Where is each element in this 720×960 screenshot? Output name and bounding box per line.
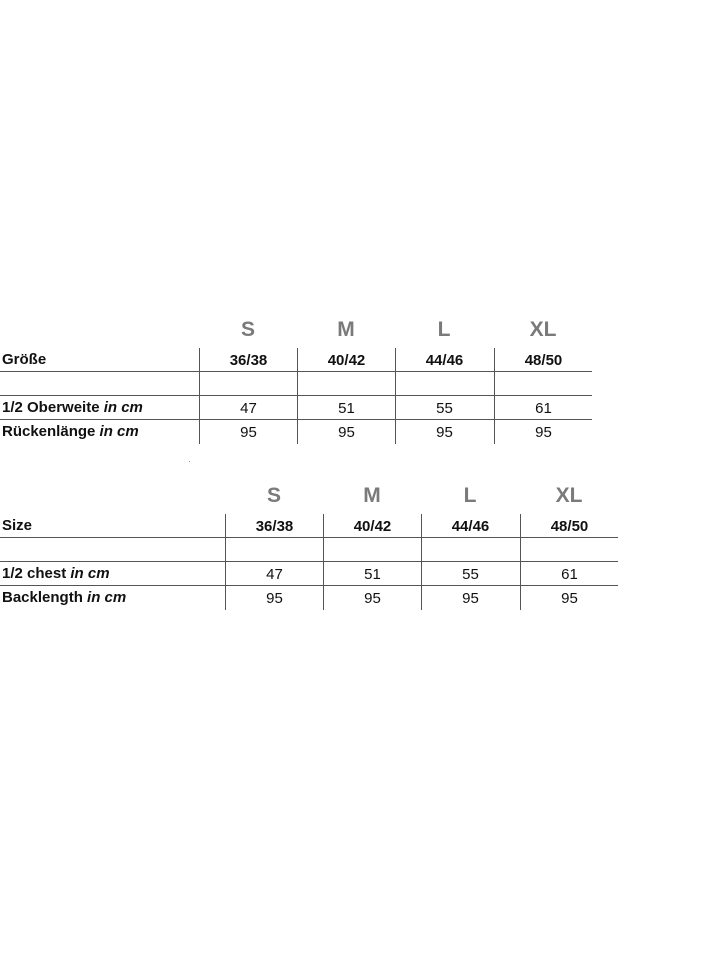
table-cell: 61 — [520, 562, 618, 586]
size-letter: L — [437, 318, 451, 341]
size-number: 40/42 — [323, 514, 421, 538]
table-cell: 55 — [395, 396, 493, 420]
table-cell: 47 — [225, 562, 323, 586]
size-letter: M — [363, 484, 381, 507]
empty-cell — [421, 538, 519, 562]
table-cell: 95 — [520, 586, 618, 610]
table-cell: 55 — [421, 562, 519, 586]
table-cell: 95 — [494, 420, 592, 444]
size-number: 48/50 — [494, 348, 592, 372]
size-letter: L — [463, 484, 477, 507]
row-label: 1/2 Oberweite in cm — [2, 399, 143, 416]
row-label: Rückenlänge in cm — [2, 423, 139, 440]
size-number: 44/46 — [421, 514, 519, 538]
row-label: Backlength in cm — [2, 589, 127, 606]
table-cell: 95 — [199, 420, 297, 444]
size-number: 48/50 — [520, 514, 618, 538]
empty-cell — [520, 538, 618, 562]
row-label: 1/2 chest in cm — [2, 565, 110, 582]
size-letter: S — [240, 318, 255, 341]
empty-cell — [199, 372, 297, 396]
size-number: 36/38 — [199, 348, 297, 372]
empty-cell — [297, 372, 395, 396]
size-letter: M — [337, 318, 355, 341]
empty-cell — [494, 372, 592, 396]
size-number: 40/42 — [297, 348, 395, 372]
empty-cell — [225, 538, 323, 562]
stray-dot — [189, 461, 190, 462]
size-letter: S — [266, 484, 281, 507]
table-cell: 95 — [225, 586, 323, 610]
table-cell: 47 — [199, 396, 297, 420]
table-cell: 95 — [323, 586, 421, 610]
size-letter: XL — [555, 484, 583, 507]
size-number: 36/38 — [225, 514, 323, 538]
size-number: 44/46 — [395, 348, 493, 372]
table-cell: 95 — [395, 420, 493, 444]
table-cell: 95 — [297, 420, 395, 444]
table-cell: 95 — [421, 586, 519, 610]
table-cell: 61 — [494, 396, 592, 420]
header-label: Größe — [2, 351, 47, 368]
table-cell: 51 — [297, 396, 395, 420]
empty-cell — [323, 538, 421, 562]
empty-cell — [395, 372, 493, 396]
header-label: Size — [2, 517, 33, 534]
table-cell: 51 — [323, 562, 421, 586]
size-letter: XL — [529, 318, 557, 341]
